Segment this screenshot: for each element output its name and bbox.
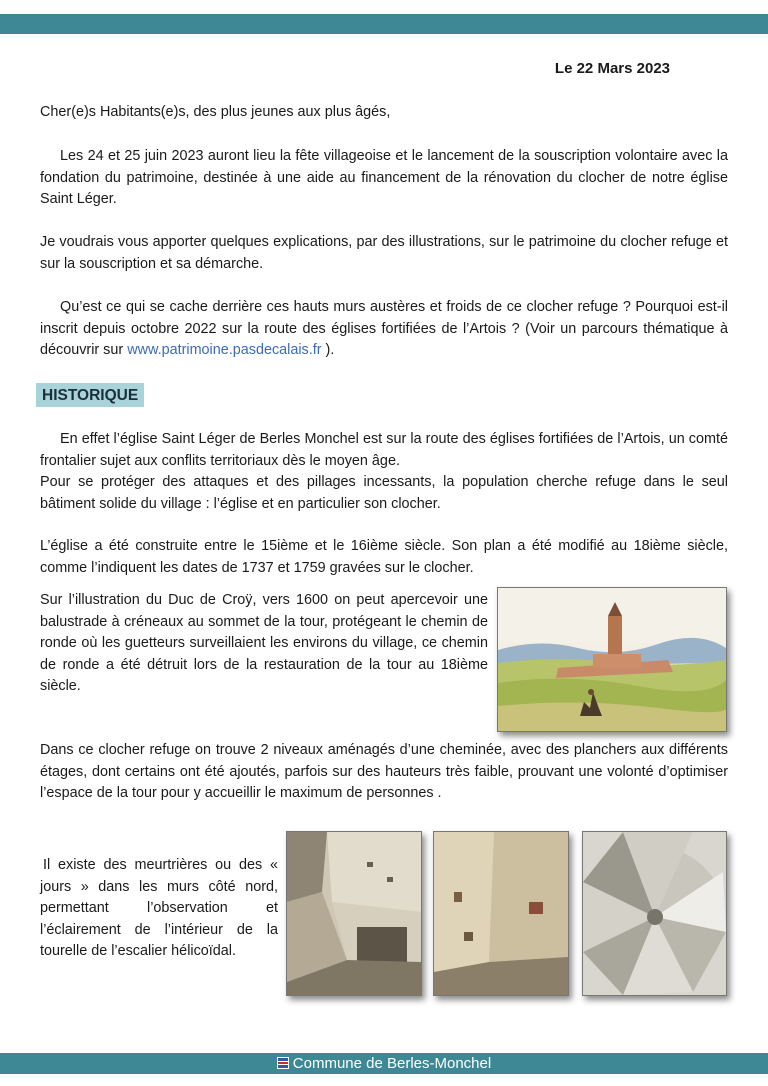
village-painting-image (498, 588, 726, 731)
footer-text: Commune de Berles-Monchel (292, 1055, 492, 1072)
paragraph-duc-de-croy: Sur l’illustration du Duc de Croÿ, vers 1600 on peut apercevoir une balustrade à créneaux au sommet de la tour, protégeant le chemin de ronde où les guetteurs surveillaient les environs du village, ce chemin de ronde a été détruit lors de la restauration de la tour au 18ième siècle. (40, 592, 488, 694)
paragraph-question (40, 297, 728, 362)
spiral-staircase-photo (582, 831, 727, 996)
paragraph-fete: Les 24 et 25 juin 2023 auront lieu la fête villageoise et le lancement de la souscription volontaire avec la fondation du patrimoine, destinée à une aide au financement de la rénovation du clocher de notre église Saint Léger. (40, 148, 728, 207)
question-text: Qu’est ce qui se cache derrière ces hauts murs austères et froids de ce clocher refuge ? Pourquoi est-il inscrit depuis octobre 2022 sur la route des églises fortifiées de l’Artois ? (Voir un parcours thématique à découvrir sur (40, 299, 728, 358)
patrimoine-link[interactable]: www.patrimoine.pasdecalais.fr (127, 342, 322, 358)
paragraph-refuge: Pour se protéger des attaques et des pillages incessants, la population cherche refuge dans le seul bâtiment solide du village : l’église et en particulier son clocher. (40, 474, 728, 512)
paragraph-explications: Je voudrais vous apporter quelques explications, par des illustrations, sur le patrimoine du clocher refuge et sur la souscription et sa démarche. (40, 234, 728, 272)
fireplace-wall-image (287, 832, 421, 995)
tower-interior-photo-2 (433, 831, 569, 996)
paragraph-niveaux: Dans ce clocher refuge on trouve 2 niveaux aménagés d’une cheminée, avec des planchers aux différents étages, dont certains ont été ajoutés, parfois sur des hauteurs très faible, prouvant une volonté d’optimiser l’espace de la tour pour y accueillir le maximum de personnes . (40, 742, 728, 801)
footer-band (0, 1053, 768, 1074)
paragraph-meurtrieres: Il existe des meurtrières ou des « jours » dans les murs côté nord, permettant l’observation et l’éclairement de l’intérieur de la tourelle de l’escalier hélicoïdal. (40, 857, 278, 959)
letter-date: Le 22 Mars 2023 (554, 60, 670, 77)
stone-wall-image (434, 832, 568, 995)
duc-de-croy-illustration (497, 587, 727, 732)
commune-crest-icon (277, 1054, 289, 1075)
question-end: ). (321, 342, 335, 358)
top-band (0, 14, 768, 34)
spiral-staircase-image (583, 832, 726, 995)
paragraph-construction: L’église a été construite entre le 15ième et le 16ième siècle. Son plan a été modifié au 18ième siècle, comme l’indiquent les dates de 1737 et 1759 gravées sur le clocher. (40, 538, 728, 576)
tower-interior-photo-1 (286, 831, 422, 996)
greeting: Cher(e)s Habitants(e)s, des plus jeunes aux plus âgés, (40, 104, 391, 120)
section-heading-historique: HISTORIQUE (36, 383, 144, 407)
paragraph-route-eglises: En effet l’église Saint Léger de Berles Monchel est sur la route des églises fortifiées de l’Artois, un comté frontalier sujet aux conflits territoriaux dès le moyen âge. (40, 431, 728, 469)
